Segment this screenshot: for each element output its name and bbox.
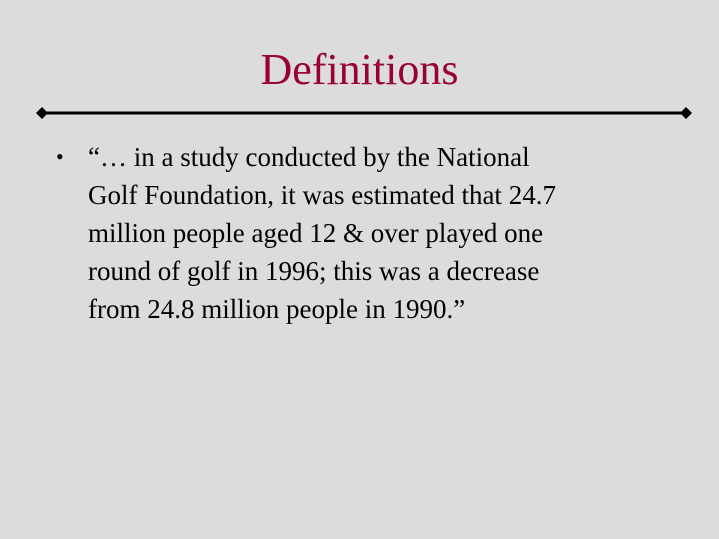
- bullet-line: round of golf in 1996; this was a decrease: [88, 256, 540, 286]
- bullet-line: from 24.8 million people in 1990.”: [88, 294, 466, 324]
- bullet-text: [88, 138, 648, 328]
- bullet-line: million people aged 12 & over played one: [88, 218, 544, 248]
- divider-left-diamond-icon: [36, 107, 48, 119]
- bullet-line: “… in a study conducted by the National: [88, 142, 530, 172]
- bullet-marker: •: [56, 144, 64, 169]
- bullet-line: Golf Foundation, it was estimated that 24.7: [88, 180, 556, 210]
- divider-right-diamond-icon: [680, 107, 692, 119]
- slide-title: Definitions: [260, 45, 459, 94]
- title-divider: [36, 106, 692, 120]
